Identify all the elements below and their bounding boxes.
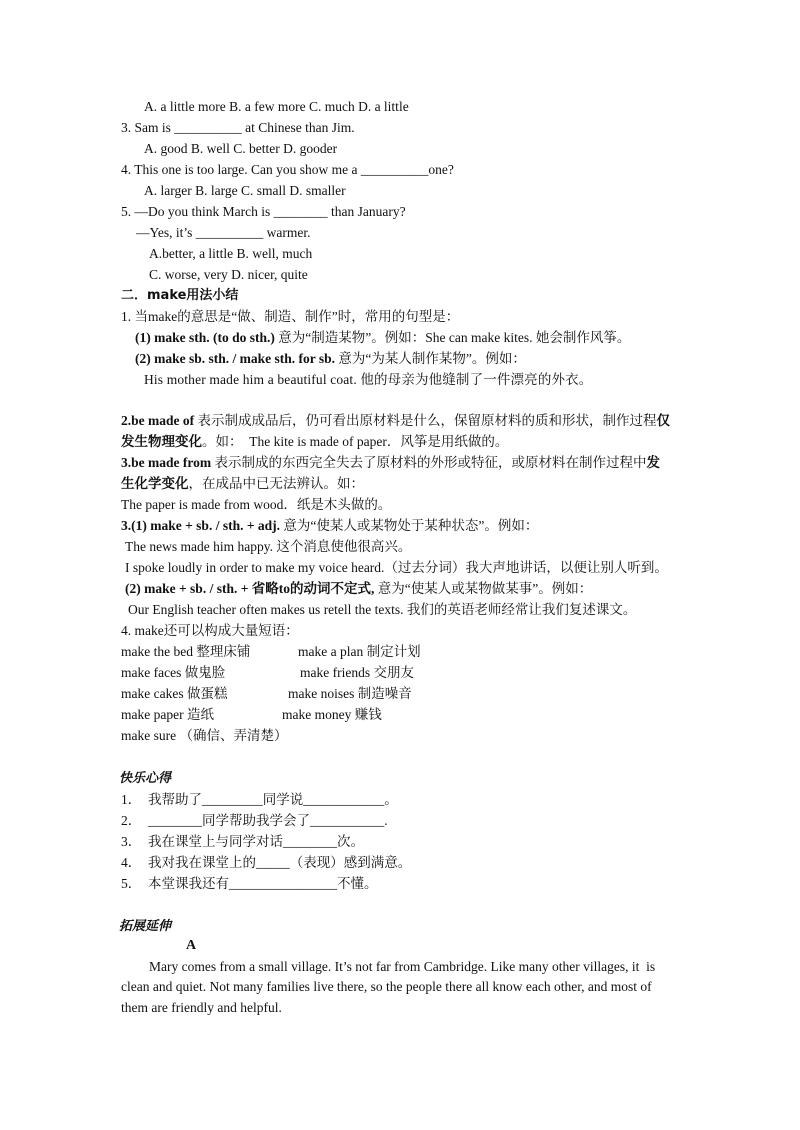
passage-line: them are friendly and helpful.: [121, 1000, 282, 1015]
reflection-item: 2． ________同学帮助我学会了___________.: [121, 813, 388, 828]
phrase-right: make money 赚钱: [282, 707, 382, 722]
extension-heading: 拓展延伸: [119, 919, 172, 934]
reflection-item: 1． 我帮助了_________同学说____________。: [121, 792, 398, 807]
be-made-from-emph: 生化学变化: [121, 476, 189, 491]
be-made-from-emph-start: 发: [646, 455, 660, 470]
make-pattern-1: [135, 329, 630, 347]
q4-options: A. larger B. large C. small D. smaller: [144, 183, 346, 198]
reflection-item: 3． 我在课堂上与同学对话________次。: [121, 834, 364, 849]
reflection-heading: 快乐心得: [119, 771, 172, 786]
passage-title: A: [186, 938, 197, 953]
be-made-from-term: 3.be made from: [121, 455, 212, 470]
phrase-right: make friends 交朋友: [300, 665, 414, 680]
q3-options: A. good B. well C. better D. gooder: [144, 141, 338, 156]
be-made-of-emph: 发生物理变化: [121, 434, 202, 449]
phrase-left: make cakes 做蛋糕: [121, 686, 228, 701]
make-pattern-1-term: (1) make sth. (to do sth.): [135, 330, 275, 345]
make-phrases-intro: 4. make还可以构成大量短语：: [121, 623, 299, 638]
q5-reply: —Yes, it’s __________ warmer.: [136, 225, 311, 240]
phrase-right: make a plan 制定计划: [298, 644, 421, 659]
be-made-of-emph-start: 仅: [656, 413, 670, 428]
make-adj-desc: 意为“使某人或某物处于某种状态”。例如：: [280, 518, 539, 533]
make-pattern-2: [135, 350, 526, 368]
make-adj-example-1: The news made him happy. 这个消息使他很高兴。: [125, 539, 412, 554]
make-infinitive-pattern: [125, 580, 592, 598]
make-infinitive-term: (2) make + sb. / sth. + 省略to的动词不定式,: [125, 581, 375, 596]
phrase-left: make faces 做鬼脸: [121, 665, 226, 680]
make-meaning-intro: 1. 当make的意思是“做、制造、制作”时，常用的句型是：: [121, 309, 460, 324]
be-made-from-example: The paper is made from wood．纸是木头做的。: [121, 497, 392, 512]
question-5: 5. —Do you think March is ________ than January?: [121, 204, 406, 219]
question-4: 4. This one is too large. Can you show me a __________one?: [121, 162, 454, 177]
make-pattern-1-desc: 意为“制造某物”。例如：She can make kites. 她会制作风筝。: [274, 330, 631, 345]
phrase-right: make noises 制造噪音: [288, 686, 412, 701]
question-3: 3. Sam is __________ at Chinese than Jim.: [121, 120, 355, 135]
phrase-left: make paper 造纸: [121, 707, 214, 722]
make-adj-example-2: I spoke loudly in order to make my voice heard.（过去分词）我大声地讲话，以便让别人听到。: [125, 560, 668, 575]
passage-line: clean and quiet. Not many families live there, so the people there all know each other, and most of: [121, 979, 652, 994]
be-made-from-note: ，在成品中已无法辨认。如：: [188, 476, 364, 491]
q5-options-line1: A.better, a little B. well, much: [149, 246, 313, 261]
make-pattern-2-example: His mother made him a beautiful coat. 他的母亲为他缝制了一件漂亮的外衣。: [144, 372, 593, 387]
make-summary-heading: 二．make用法小结: [121, 288, 239, 303]
make-pattern-2-term: (2) make sb. sth. / make sth. for sb.: [135, 351, 336, 366]
be-made-from-line1: [121, 454, 660, 472]
make-pattern-2-desc: 意为“为某人制作某物”。例如：: [335, 351, 526, 366]
be-made-of-desc: 表示制成成品后，仍可看出原材料是什么，保留原材料的质和形状，制作过程: [194, 413, 657, 428]
make-infinitive-desc: 意为“使某人或某物做某事”。例如：: [374, 581, 593, 596]
q2-options: A. a little more B. a few more C. much D. a little: [144, 99, 409, 114]
q5-options-line2: C. worse, very D. nicer, quite: [149, 267, 308, 282]
be-made-of-line2: [121, 433, 508, 451]
reflection-item: 4． 我对我在课堂上的_____（表现）感到满意。: [121, 855, 412, 870]
be-made-from-line2: [121, 475, 364, 493]
be-made-of-example: 。如： The kite is made of paper．风筝是用纸做的。: [202, 434, 509, 449]
phrase-left: make the bed 整理床铺: [121, 644, 251, 659]
make-infinitive-example: Our English teacher often makes us retell the texts. 我们的英语老师经常让我们复述课文。: [128, 602, 637, 617]
reflection-item: 5． 本堂课我还有________________不懂。: [121, 876, 378, 891]
be-made-of-line1: [121, 412, 670, 430]
be-made-of-term: 2.be made of: [121, 413, 195, 428]
make-adj-term: 3.(1) make + sb. / sth. + adj.: [121, 518, 281, 533]
make-adj-pattern: [121, 517, 538, 535]
phrase-left: make sure （确信、弄清楚）: [121, 728, 288, 743]
be-made-from-desc: 表示制成的东西完全失去了原材料的外形或特征，或原材料在制作过程中: [211, 455, 647, 470]
passage-line: Mary comes from a small village. It’s not far from Cambridge. Like many other villages, it is: [149, 959, 656, 974]
